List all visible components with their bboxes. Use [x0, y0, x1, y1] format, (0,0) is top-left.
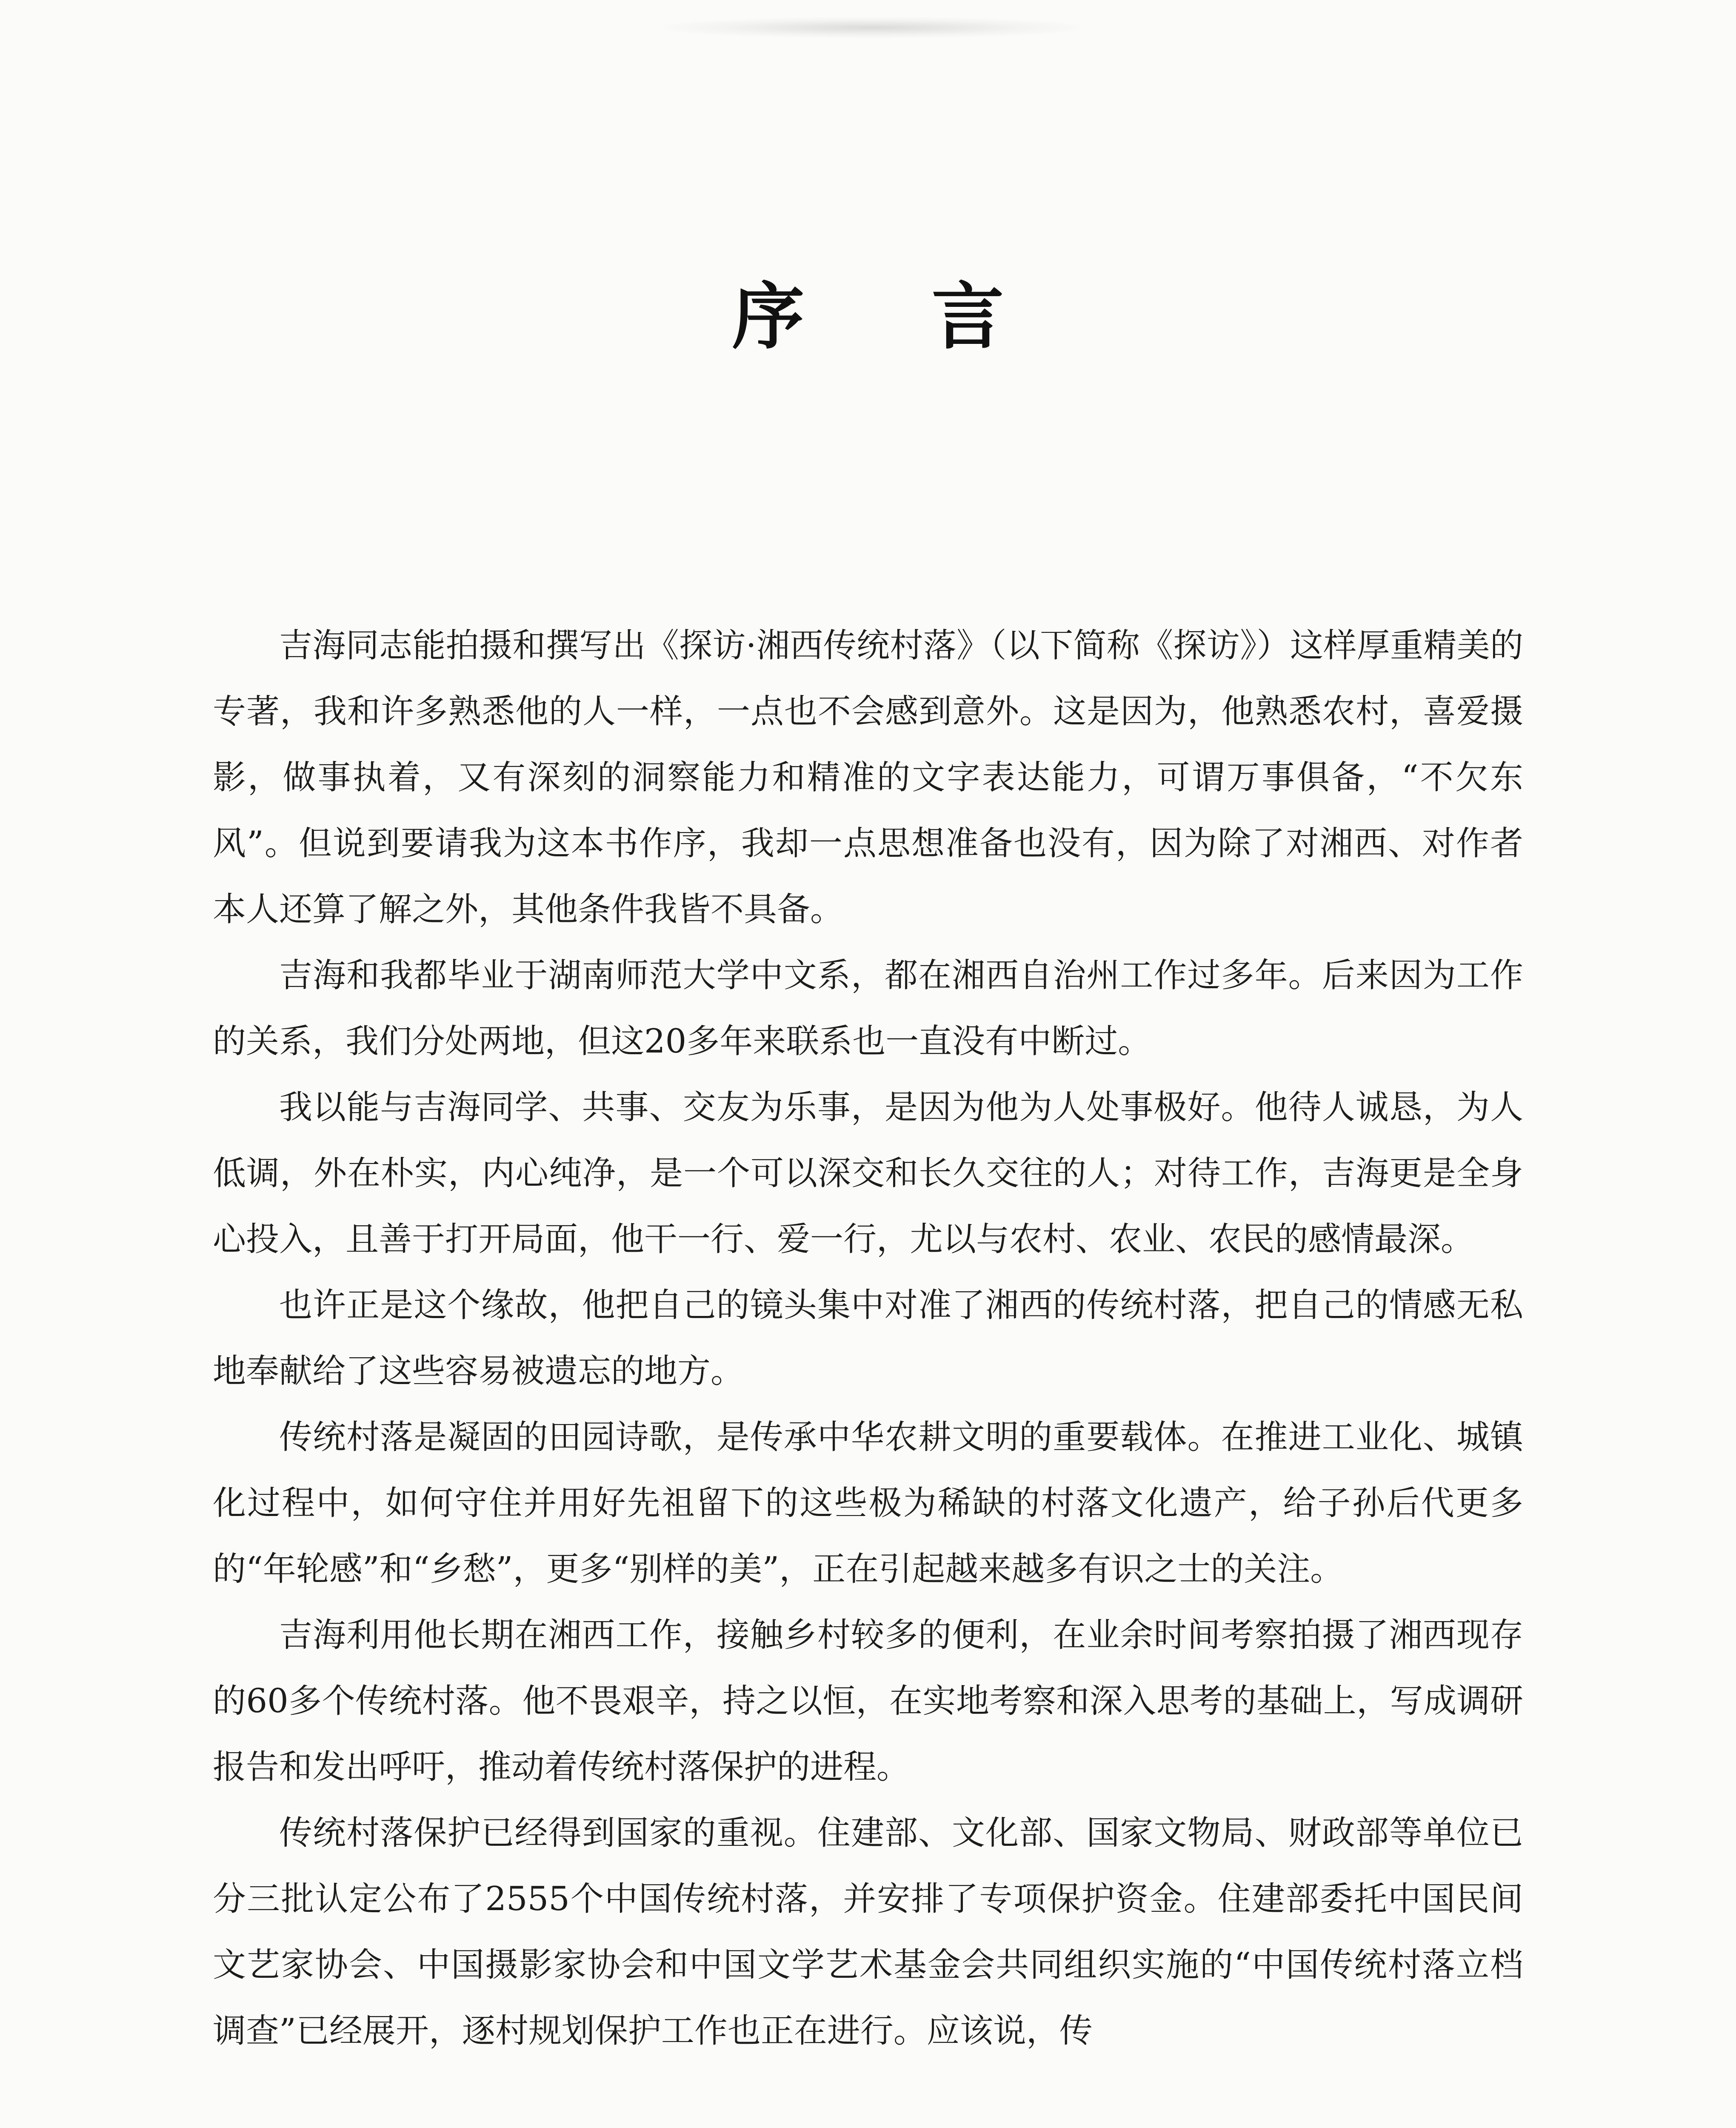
page-title: 序 言: [732, 274, 1055, 359]
paragraph: 也许正是这个缘故，他把自己的镜头集中对准了湘西的传统村落，把自己的情感无私地奉献给了这些容易被遗忘的地方。: [213, 1286, 1523, 1390]
paragraph: 吉海利用他长期在湘西工作，接触乡村较多的便利，在业余时间考察拍摄了湘西现存的60多个传统村落。他不畏艰辛，持之以恒，在实地考察和深入思考的基础上，写成调研报告和发出呼吁，推动着传统村落保护的进程。: [213, 1616, 1523, 1786]
paragraph: 传统村落保护已经得到国家的重视。住建部、文化部、国家文物局、财政部等单位已分三批认定公布了2555个中国传统村落，并安排了专项保护资金。住建部委托中国民间文艺家协会、中国摄影家协会和中国文学艺术基金会共同组织实施的“中国传统村落立档调查”已经展开，逐村规划保护工作也正在进行。应该说，传: [213, 1814, 1523, 2050]
paragraph: 吉海同志能拍摄和撰写出《探访·湘西传统村落》（以下简称《探访》）这样厚重精美的专著，我和许多熟悉他的人一样，一点也不会感到意外。这是因为，他熟悉农村，喜爱摄影，做事执着，又有深刻的洞察能力和精准的文字表达能力，可谓万事俱备，“不欠东风”。但说到要请我为这本书作序，我却一点思想准备也没有，因为除了对湘西、对作者本人还算了解之外，其他条件我皆不具备。: [213, 626, 1523, 929]
paragraph: 我以能与吉海同学、共事、交友为乐事，是因为他为人处事极好。他待人诚恳，为人低调，外在朴实，内心纯净，是一个可以深交和长久交往的人；对待工作，吉海更是全身心投入，且善于打开局面，他干一行、爱一行，尤以与农村、农业、农民的感情最深。: [213, 1088, 1523, 1258]
preface-body: [213, 613, 1523, 2064]
paragraph: 吉海和我都毕业于湖南师范大学中文系，都在湘西自治州工作过多年。后来因为工作的关系，我们分处两地，但这20多年来联系也一直没有中断过。: [213, 956, 1523, 1061]
scan-artifact: [664, 17, 1081, 38]
paragraph: 传统村落是凝固的田园诗歌，是传承中华农耕文明的重要载体。在推进工业化、城镇化过程中，如何守住并用好先祖留下的这些极为稀缺的村落文化遗产，给子孙后代更多的“年轮感”和“乡愁”，更多“别样的美”，正在引起越来越多有识之士的关注。: [213, 1418, 1523, 1588]
